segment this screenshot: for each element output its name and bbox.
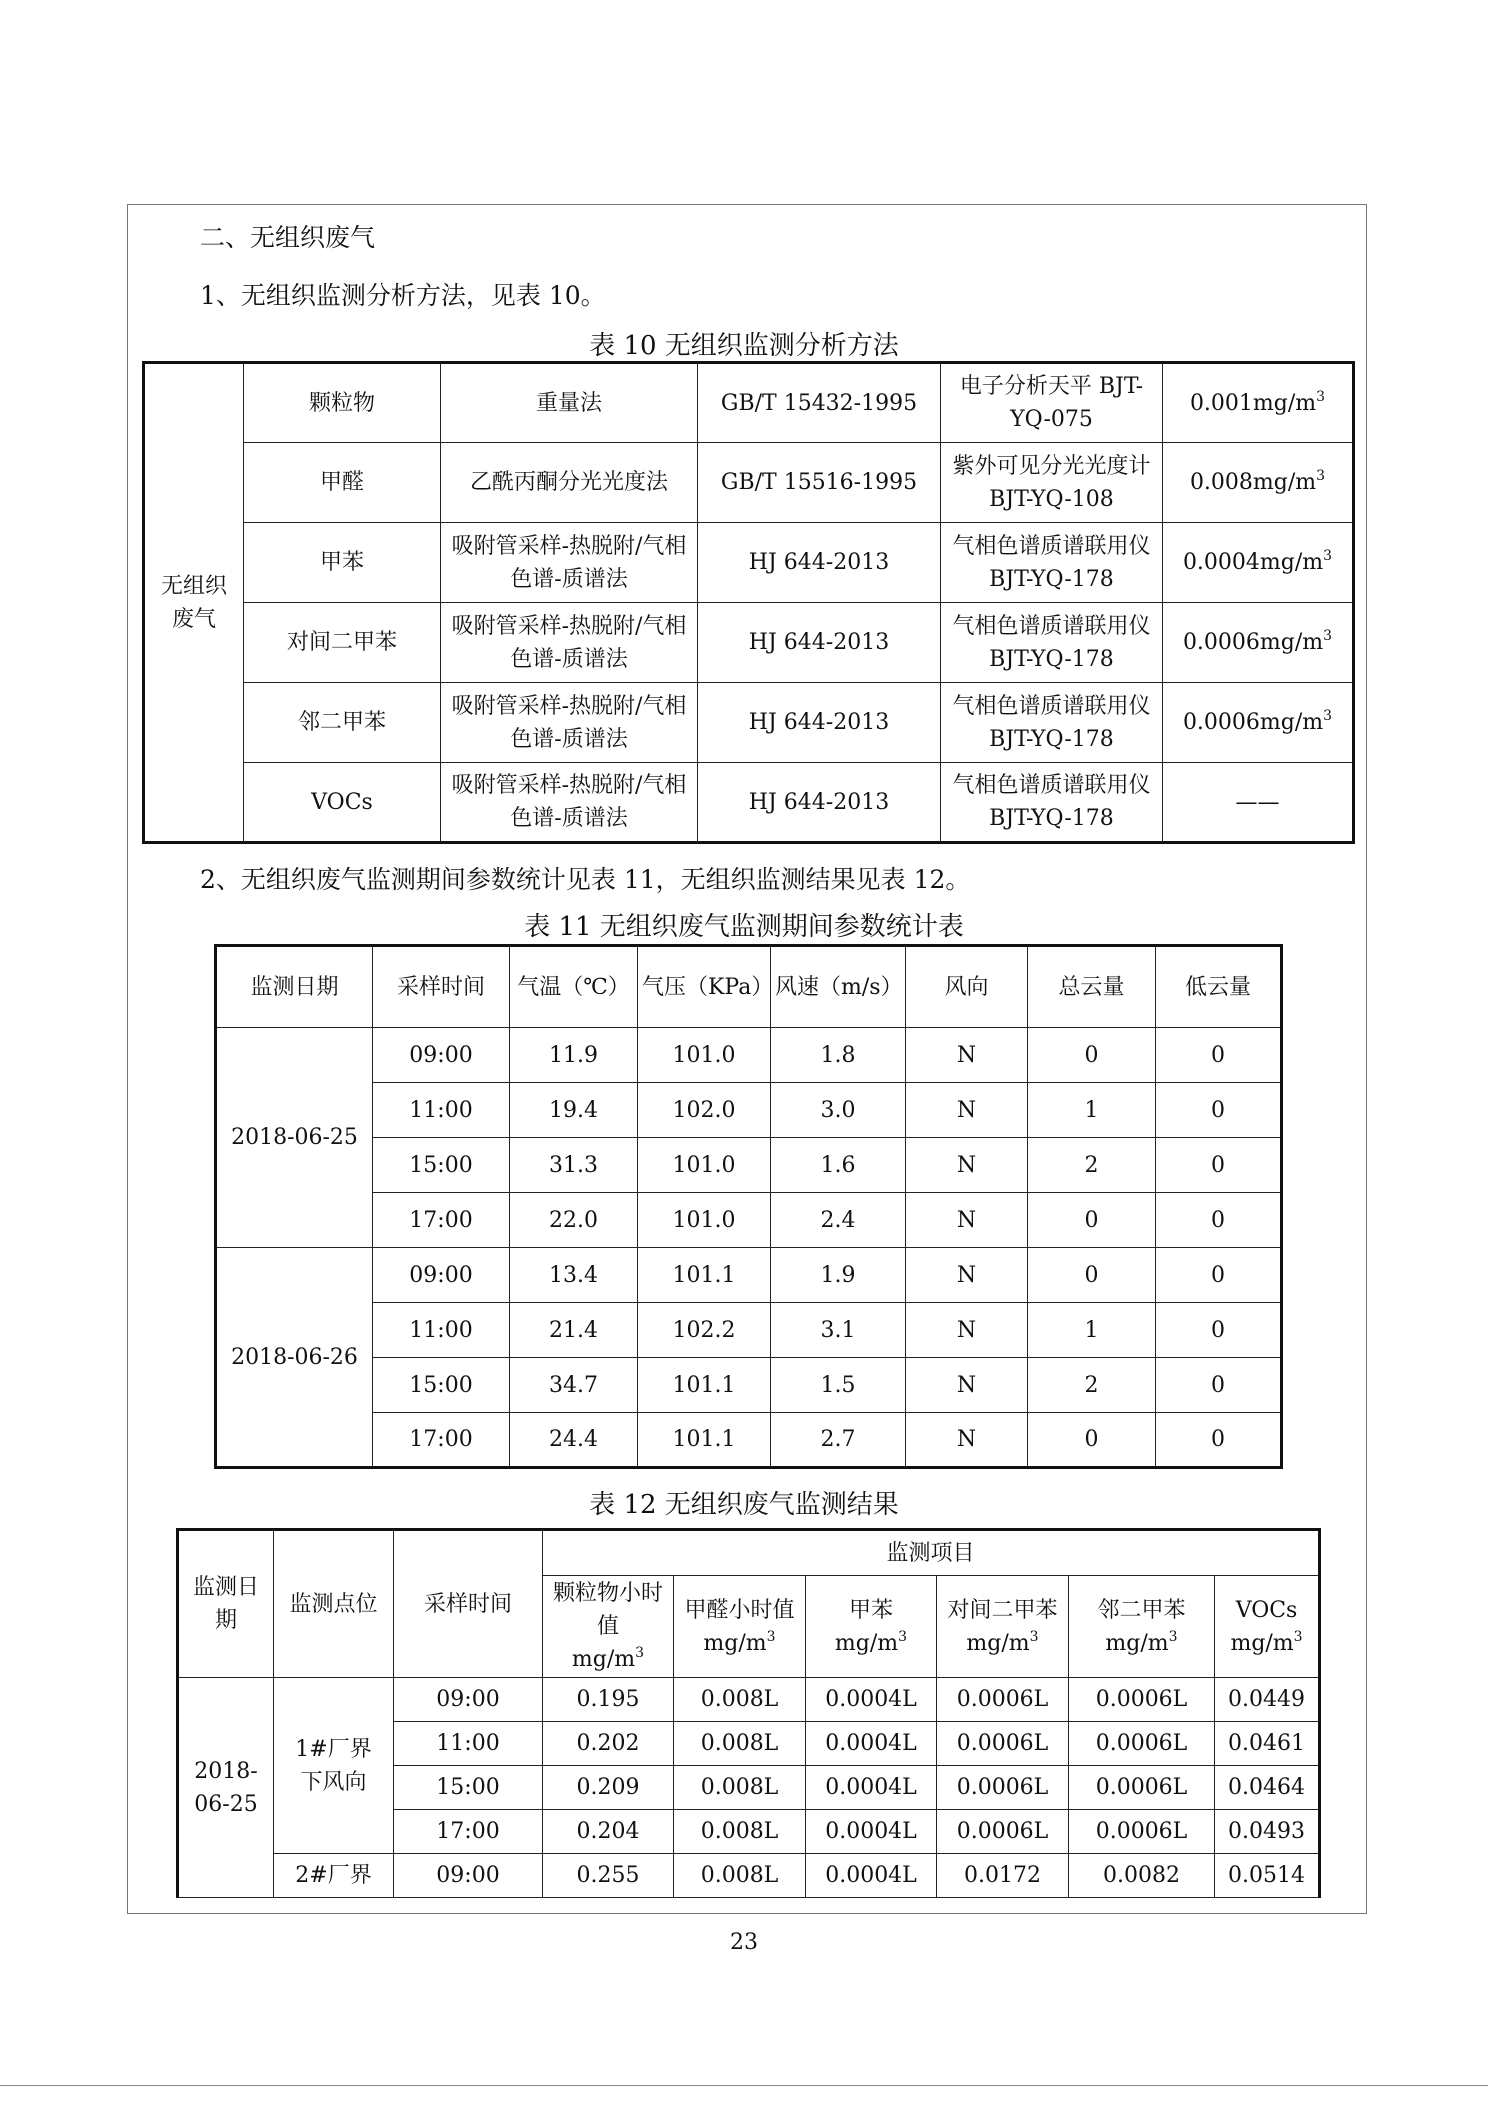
t12-cell: 0.0004L (806, 1678, 937, 1722)
t12-cell: 0.0006L (937, 1678, 1069, 1722)
t11-cell: 0 (1156, 1303, 1282, 1358)
table-row (216, 1193, 1282, 1248)
t12-cell: 0.008L (674, 1722, 806, 1766)
bottom-rule (0, 2085, 1488, 2086)
t12-point-2: 2#厂界 (274, 1854, 394, 1898)
t11-cell: 15:00 (373, 1138, 510, 1193)
t11-header: 监测日期 (216, 946, 373, 1028)
t11-cell: 34.7 (510, 1358, 638, 1413)
t12-cell: 0.195 (543, 1678, 674, 1722)
t12-item-unit-sup: 3 (898, 1628, 908, 1645)
table12-caption: 表 12 无组织废气监测结果 (589, 1490, 899, 1520)
t12-item-unit-text: mg/m (571, 1647, 636, 1672)
table-header-row (216, 946, 1282, 1028)
t10-item: 甲苯 (244, 523, 441, 603)
t12-cell: 15:00 (394, 1766, 543, 1810)
t12-item-unit (547, 1643, 669, 1676)
t11-cell: 1.5 (771, 1358, 906, 1413)
t11-cell: 15:00 (373, 1358, 510, 1413)
t12-item-unit (1073, 1627, 1210, 1660)
t11-cell: 22.0 (510, 1193, 638, 1248)
t10-limit (1163, 523, 1354, 603)
t12-item-name: 颗粒物小时值 (552, 1581, 663, 1639)
t10-standard: HJ 644-2013 (698, 523, 941, 603)
t12-cell: 0.0006L (1069, 1810, 1215, 1854)
t10-limit-sup: 3 (1323, 548, 1333, 564)
t11-cell: 1.6 (771, 1138, 906, 1193)
t10-item: 颗粒物 (244, 363, 441, 443)
t12-item-header (937, 1576, 1069, 1678)
t12-cell: 0.202 (543, 1722, 674, 1766)
table-row (216, 1303, 1282, 1358)
t12-item-unit (810, 1627, 932, 1660)
t12-item-unit-text: mg/m (1105, 1630, 1169, 1656)
t11-cell: 2 (1028, 1358, 1156, 1413)
t11-cell: N (906, 1303, 1028, 1358)
t10-limit-text: 0.0004mg/m (1182, 550, 1324, 575)
t12-item-name: 甲苯 (848, 1597, 893, 1623)
t12-cell: 0.008L (674, 1854, 806, 1898)
t11-cell: 101.1 (638, 1358, 771, 1413)
paragraph-1: 1、无组织监测分析方法，见表 10。 (200, 281, 606, 310)
t11-cell: 1.8 (771, 1028, 906, 1083)
t11-cell: 0 (1156, 1083, 1282, 1138)
t12-cell: 0.0449 (1215, 1678, 1320, 1722)
t10-standard: HJ 644-2013 (698, 603, 941, 683)
t11-cell: N (906, 1413, 1028, 1468)
t11-cell: 102.0 (638, 1083, 771, 1138)
t11-cell: 0 (1028, 1248, 1156, 1303)
t11-cell: 1 (1028, 1083, 1156, 1138)
t12-item-unit (1219, 1627, 1314, 1660)
t11-header: 风向 (906, 946, 1028, 1028)
t10-limit-text: —— (1235, 789, 1280, 815)
t12-cell: 09:00 (394, 1854, 543, 1898)
t10-category: 无组织废气 (144, 363, 244, 843)
t11-cell: 3.1 (771, 1303, 906, 1358)
t11-cell: 0 (1028, 1193, 1156, 1248)
t10-method: 吸附管采样-热脱附/气相色谱-质谱法 (441, 763, 698, 843)
table-12 (176, 1528, 1321, 1898)
t11-cell: N (906, 1248, 1028, 1303)
t11-header: 气温（℃） (510, 946, 638, 1028)
t12-cell: 0.0461 (1215, 1722, 1320, 1766)
t10-standard: HJ 644-2013 (698, 763, 941, 843)
table-row (216, 1413, 1282, 1468)
page-number: 23 (730, 1930, 758, 1955)
t10-item: 邻二甲苯 (244, 683, 441, 763)
t10-limit (1163, 603, 1354, 683)
t12-item-unit-text: mg/m (1230, 1630, 1294, 1656)
t11-header: 气压（KPa） (638, 946, 771, 1028)
t11-header: 低云量 (1156, 946, 1282, 1028)
t12-cell: 0.0493 (1215, 1810, 1320, 1854)
t12-item-header (806, 1576, 937, 1678)
t11-cell: 0 (1156, 1138, 1282, 1193)
t10-limit (1163, 443, 1354, 523)
t11-cell: N (906, 1138, 1028, 1193)
table-row (144, 763, 1354, 843)
t12-cell: 0.0006L (1069, 1766, 1215, 1810)
t12-cell: 0.008L (674, 1678, 806, 1722)
t10-standard: GB/T 15516-1995 (698, 443, 941, 523)
t11-cell: 1.9 (771, 1248, 906, 1303)
t11-cell: 0 (1156, 1248, 1282, 1303)
t12-h-items: 监测项目 (543, 1530, 1320, 1576)
t11-cell: 0 (1156, 1028, 1282, 1083)
t12-item-header (674, 1576, 806, 1678)
t10-method: 吸附管采样-热脱附/气相色谱-质谱法 (441, 683, 698, 763)
t12-item-unit (941, 1627, 1064, 1660)
t12-cell: 0.0004L (806, 1854, 937, 1898)
t12-cell: 0.0172 (937, 1854, 1069, 1898)
t10-limit-sup: 3 (1323, 708, 1333, 724)
t10-limit-sup: 3 (1316, 468, 1326, 484)
t10-limit (1163, 683, 1354, 763)
t11-cell: 11:00 (373, 1083, 510, 1138)
t11-cell: 0 (1028, 1413, 1156, 1468)
t11-cell: N (906, 1193, 1028, 1248)
t11-cell: 17:00 (373, 1413, 510, 1468)
table11-caption: 表 11 无组织废气监测期间参数统计表 (524, 912, 964, 942)
table-row (178, 1854, 1320, 1898)
t10-limit-text: 0.008mg/m (1189, 470, 1317, 495)
t11-header: 采样时间 (373, 946, 510, 1028)
t10-limit-text: 0.0006mg/m (1182, 630, 1324, 655)
t10-standard: GB/T 15432-1995 (698, 363, 941, 443)
table-row (216, 1083, 1282, 1138)
table-row (144, 523, 1354, 603)
t11-header: 总云量 (1028, 946, 1156, 1028)
t11-date: 2018-06-25 (216, 1028, 373, 1248)
t11-cell: 19.4 (510, 1083, 638, 1138)
t11-cell: 11.9 (510, 1028, 638, 1083)
t12-cell: 0.204 (543, 1810, 674, 1854)
t10-standard: HJ 644-2013 (698, 683, 941, 763)
t10-instrument: 电子分析天平 BJT-YQ-075 (941, 363, 1163, 443)
t11-cell: 2.7 (771, 1413, 906, 1468)
t11-cell: 1 (1028, 1303, 1156, 1358)
t12-date: 2018-06-25 (178, 1678, 274, 1898)
t12-cell: 0.0004L (806, 1810, 937, 1854)
t12-item-unit-text: mg/m (966, 1630, 1030, 1656)
table10-caption: 表 10 无组织监测分析方法 (589, 331, 899, 361)
t11-cell: 31.3 (510, 1138, 638, 1193)
t11-cell: 24.4 (510, 1413, 638, 1468)
t10-item: 甲醛 (244, 443, 441, 523)
t12-item-unit (678, 1627, 801, 1660)
t10-instrument: 紫外可见分光光度计 BJT-YQ-108 (941, 443, 1163, 523)
t11-cell: 17:00 (373, 1193, 510, 1248)
table-row (216, 1358, 1282, 1413)
t12-cell: 09:00 (394, 1678, 543, 1722)
t11-header: 风速（m/s） (771, 946, 906, 1028)
t11-cell: 101.0 (638, 1138, 771, 1193)
t12-cell: 0.255 (543, 1854, 674, 1898)
t11-cell: 2.4 (771, 1193, 906, 1248)
section-heading: 二、无组织废气 (200, 223, 376, 252)
t11-cell: N (906, 1358, 1028, 1413)
t12-cell: 0.008L (674, 1766, 806, 1810)
t11-date: 2018-06-26 (216, 1248, 373, 1468)
t11-cell: 101.1 (638, 1413, 771, 1468)
t11-cell: 101.0 (638, 1028, 771, 1083)
t12-item-name: 对间二甲苯 (947, 1597, 1058, 1623)
t12-cell: 0.0006L (1069, 1722, 1215, 1766)
t12-cell: 0.0514 (1215, 1854, 1320, 1898)
t10-instrument: 气相色谱质谱联用仪 BJT-YQ-178 (941, 683, 1163, 763)
t11-cell: 2 (1028, 1138, 1156, 1193)
t10-method: 吸附管采样-热脱附/气相色谱-质谱法 (441, 603, 698, 683)
t11-cell: 101.1 (638, 1248, 771, 1303)
t12-item-header (1069, 1576, 1215, 1678)
paragraph-2: 2、无组织废气监测期间参数统计见表 11，无组织监测结果见表 12。 (200, 865, 971, 894)
t12-cell: 0.0006L (937, 1766, 1069, 1810)
t11-cell: 0 (1156, 1358, 1282, 1413)
t10-method: 吸附管采样-热脱附/气相色谱-质谱法 (441, 523, 698, 603)
t10-item: 对间二甲苯 (244, 603, 441, 683)
t10-limit-sup: 3 (1323, 628, 1333, 644)
t12-cell: 0.0006L (1069, 1678, 1215, 1722)
table-row (216, 1248, 1282, 1303)
t11-cell: 0 (1028, 1028, 1156, 1083)
t12-h-date: 监测日期 (178, 1530, 274, 1678)
t12-item-header (543, 1576, 674, 1678)
t10-instrument: 气相色谱质谱联用仪 BJT-YQ-178 (941, 763, 1163, 843)
t11-cell: 21.4 (510, 1303, 638, 1358)
t12-item-name: 甲醛小时值 (684, 1597, 795, 1623)
t10-method: 乙酰丙酮分光光度法 (441, 443, 698, 523)
t12-cell: 0.209 (543, 1766, 674, 1810)
t12-cell: 11:00 (394, 1722, 543, 1766)
table-10 (142, 361, 1355, 844)
table-row (178, 1678, 1320, 1722)
table-row (216, 1138, 1282, 1193)
t12-point-1: 1#厂界下风向 (274, 1678, 394, 1854)
table-11 (214, 944, 1283, 1469)
t12-item-unit-sup: 3 (766, 1628, 776, 1645)
table-row (144, 363, 1354, 443)
t10-method: 重量法 (441, 363, 698, 443)
t12-cell: 0.0004L (806, 1766, 937, 1810)
t12-item-unit-text: mg/m (834, 1630, 899, 1656)
t11-cell: 101.0 (638, 1193, 771, 1248)
table-row (144, 603, 1354, 683)
t10-instrument: 气相色谱质谱联用仪 BJT-YQ-178 (941, 603, 1163, 683)
t11-cell: N (906, 1028, 1028, 1083)
t12-item-name: VOCs (1235, 1597, 1298, 1623)
t12-item-unit-sup: 3 (1029, 1628, 1039, 1645)
table-header-row (178, 1530, 1320, 1576)
t10-limit-sup: 3 (1316, 388, 1326, 405)
t12-item-unit-sup: 3 (635, 1645, 645, 1661)
t12-h-time: 采样时间 (394, 1530, 543, 1678)
t10-limit-text: 0.0006mg/m (1182, 710, 1324, 735)
t11-cell: 3.0 (771, 1083, 906, 1138)
t12-h-point: 监测点位 (274, 1530, 394, 1678)
t10-instrument: 气相色谱质谱联用仪 BJT-YQ-178 (941, 523, 1163, 603)
t12-cell: 0.0006L (937, 1722, 1069, 1766)
t11-cell: 11:00 (373, 1303, 510, 1358)
t12-item-unit-sup: 3 (1293, 1628, 1303, 1645)
t10-limit-text: 0.001mg/m (1189, 390, 1317, 416)
t12-cell: 0.0004L (806, 1722, 937, 1766)
t11-cell: 102.2 (638, 1303, 771, 1358)
t12-item-header (1215, 1576, 1320, 1678)
t12-cell: 0.008L (674, 1810, 806, 1854)
t11-cell: 0 (1156, 1413, 1282, 1468)
t12-item-unit-text: mg/m (703, 1630, 767, 1656)
t12-cell: 0.0082 (1069, 1854, 1215, 1898)
t12-cell: 17:00 (394, 1810, 543, 1854)
t10-limit (1163, 363, 1354, 443)
t12-item-name: 邻二甲苯 (1097, 1597, 1186, 1623)
t11-cell: 13.4 (510, 1248, 638, 1303)
t11-cell: 09:00 (373, 1028, 510, 1083)
t10-limit (1163, 763, 1354, 843)
t11-cell: N (906, 1083, 1028, 1138)
table-row (144, 443, 1354, 523)
t11-cell: 0 (1156, 1193, 1282, 1248)
t10-item: VOCs (244, 763, 441, 843)
table-row (216, 1028, 1282, 1083)
t11-cell: 09:00 (373, 1248, 510, 1303)
t12-cell: 0.0464 (1215, 1766, 1320, 1810)
t12-item-unit-sup: 3 (1168, 1628, 1178, 1645)
table-row (144, 683, 1354, 763)
t12-cell: 0.0006L (937, 1810, 1069, 1854)
